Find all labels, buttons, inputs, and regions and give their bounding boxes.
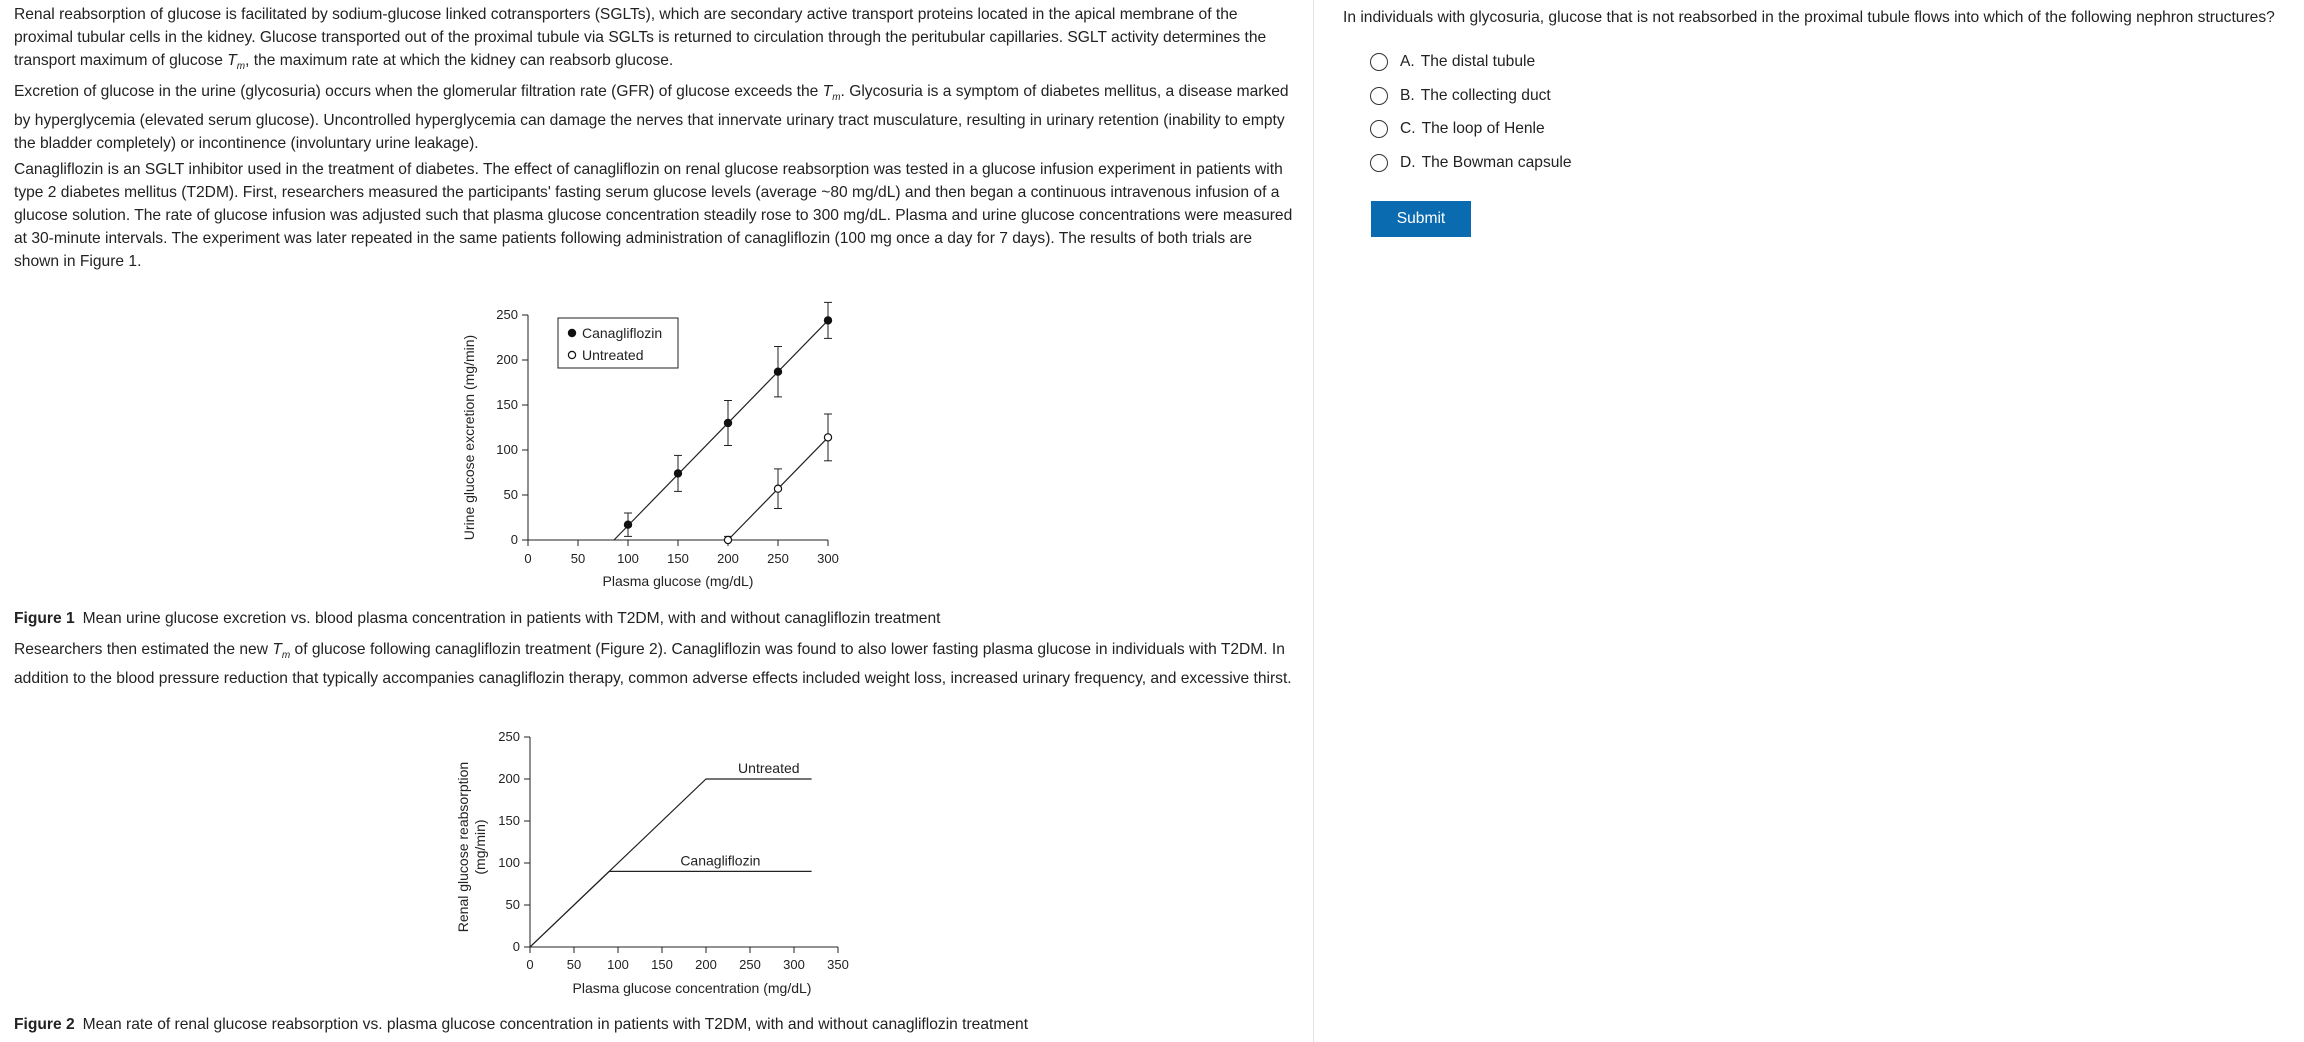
y-tick-label: 150 [496, 397, 518, 412]
data-point-canagliflozin [824, 317, 831, 324]
radio-a[interactable] [1370, 53, 1388, 71]
choice-a[interactable] [1370, 49, 1535, 75]
x-tick-label: 100 [617, 551, 639, 566]
tm-symbol: T [272, 641, 282, 658]
choice-a-text: The distal tubule [1420, 53, 1536, 70]
y-axis-label-line1: Renal glucose reabsorption [455, 761, 471, 933]
legend-label-canagliflozin: Canagliflozin [582, 325, 663, 341]
y-tick-label: 50 [503, 487, 518, 502]
radio-c[interactable] [1370, 120, 1388, 138]
y-tick-label: 250 [496, 307, 518, 322]
choice-c-letter: C. [1400, 120, 1416, 137]
figure-2-caption [14, 1013, 1028, 1036]
tm-symbol: T [227, 52, 237, 69]
y-tick-label: 200 [496, 352, 518, 367]
x-tick-label: 200 [717, 551, 739, 566]
choice-c-text: The loop of Henle [1421, 120, 1545, 137]
data-point-canagliflozin [624, 521, 631, 528]
question-prompt: In individuals with glycosuria, glucose that is not reabsorbed in the proximal tubule flows into which of the following nephron structures? [1343, 9, 2275, 26]
figure-1-label: Figure 1 [14, 610, 75, 627]
tm-subscript: m [236, 61, 246, 73]
series-label-untreated: Untreated [738, 760, 800, 776]
x-tick-label: 300 [783, 957, 805, 972]
figure-2-chart [450, 720, 870, 1005]
x-tick-label: 0 [524, 551, 532, 566]
y-tick-label: 150 [498, 813, 520, 828]
choice-a-letter: A. [1400, 53, 1415, 70]
x-tick-label: 50 [570, 551, 586, 566]
y-tick-label: 100 [498, 855, 520, 870]
choice-c[interactable] [1370, 116, 1545, 142]
x-tick-label: 350 [827, 957, 849, 972]
y-tick-label: 200 [498, 771, 520, 786]
passage-paragraph-3: Canagliflozin is an SGLT inhibitor used in the treatment of diabetes. The effect of canagliflozin on renal glucose reabsorption was tested in a glucose infusion experiment in patients with type 2 diabetes mellitus (T2DM). First, researchers measured the participants' fasting serum glucose levels (average ~80 mg/dL) and then began a continuous intravenous infusion of a glucose solution. The rate of glucose infusion was adjusted such that plasma glucose concentration steadily rose to 300 mg/dL. Plasma and urine glucose concentrations were measured at 30-minute intervals. The experiment was later repeated in the same patients following administration of canagliflozin (100 mg once a day for 7 days). The results of both trials are shown in Figure 1. [14, 161, 1293, 270]
data-point-canagliflozin [774, 368, 781, 375]
legend-label-untreated: Untreated [582, 347, 644, 363]
legend-marker-untreated [568, 351, 575, 358]
y-axis-label: Urine glucose excretion (mg/min) [461, 334, 477, 541]
choice-d[interactable] [1370, 150, 1572, 176]
question-pane [1315, 0, 2304, 1042]
tm-subscript: m [832, 92, 841, 104]
choice-b-text: The collecting duct [1420, 87, 1551, 104]
x-tick-label: 300 [817, 551, 839, 566]
x-tick-label: 50 [566, 957, 582, 972]
figure-1-caption-text: Mean urine glucose excretion vs. blood plasma concentration in patients with T2DM, with and without canagliflozin treatment [82, 610, 941, 627]
legend-marker-canagliflozin [568, 329, 575, 336]
tm-symbol: T [822, 83, 833, 100]
choice-b[interactable] [1370, 83, 1551, 109]
x-tick-label: 200 [695, 957, 717, 972]
y-tick-label: 100 [496, 442, 518, 457]
submit-button[interactable]: Submit [1371, 201, 1471, 237]
x-tick-label: 250 [767, 551, 789, 566]
choice-d-text: The Bowman capsule [1421, 154, 1572, 171]
y-tick-label: 50 [505, 897, 520, 912]
figure-2-label: Figure 2 [14, 1016, 75, 1033]
series-line-untreated [530, 779, 812, 947]
choice-b-letter: B. [1400, 87, 1415, 104]
data-point-canagliflozin [674, 470, 681, 477]
y-tick-label: 250 [498, 729, 520, 744]
passage-paragraph-2: Excretion of glucose in the urine (glycosuria) occurs when the glomerular filtration rate (GFR) of glucose exceeds the $T_m$. Glycosuria is a symptom of diabetes mellitus, a disease marked by hyperglycemia (elevated serum glucose). Uncontrolled hyperglycemia can damage the nerves that innervate urinary tract musculature, resulting in urinary retention (inability to empty the bladder completely) or incontinence (involuntary urine leakage). [14, 83, 1289, 153]
data-point-canagliflozin [724, 419, 731, 426]
series-line-canagliflozin [530, 871, 812, 947]
x-axis-label: Plasma glucose (mg/dL) [602, 573, 754, 589]
x-axis-label: Plasma glucose concentration (mg/dL) [572, 980, 812, 996]
y-tick-label: 0 [512, 939, 520, 954]
figure-1-caption [14, 607, 940, 630]
legend [558, 318, 678, 368]
x-tick-label: 0 [526, 957, 534, 972]
y-tick-label: 0 [510, 532, 518, 547]
y-axis-label-line2: (mg/min) [472, 819, 488, 875]
choice-d-letter: D. [1400, 154, 1416, 171]
radio-b[interactable] [1370, 87, 1388, 105]
x-tick-label: 150 [667, 551, 689, 566]
data-point-untreated [724, 536, 731, 543]
x-tick-label: 250 [739, 957, 761, 972]
x-tick-label: 100 [607, 957, 629, 972]
passage-paragraph-4: Researchers then estimated the new $T_m$ of glucose following canagliflozin treatment (Figure 2). Canagliflozin was found to also lower fasting plasma glucose in individuals with T2DM. In addition to the blood pressure reduction that typically accompanies canagliflozin therapy, common adverse effects included weight loss, increased urinary frequency, and excessive thirst. [14, 641, 1292, 688]
passage-paragraph-1: Renal reabsorption of glucose is facilitated by sodium-glucose linked cotransporters (SGLTs), which are secondary active transport proteins located in the apical membrane of the proximal tubular cells in the kidney. Glucose transported out of the proximal tubule via SGLTs is returned to circulation through the peritubular capillaries. SGLT activity determines the transport maximum of glucose $T_m$, the maximum rate at which the kidney can reabsorb glucose. [14, 6, 1267, 73]
series-label-canagliflozin: Canagliflozin [680, 852, 761, 869]
x-tick-label: 150 [651, 957, 673, 972]
tm-subscript: m [281, 650, 291, 662]
radio-d[interactable] [1370, 154, 1388, 172]
figure-1-chart [455, 300, 865, 600]
figure-2-caption-text: Mean rate of renal glucose reabsorption vs. plasma glucose concentration in patients with T2DM, with and without canagliflozin treatment [82, 1016, 1029, 1033]
data-point-untreated [774, 485, 781, 492]
data-point-untreated [824, 434, 831, 441]
